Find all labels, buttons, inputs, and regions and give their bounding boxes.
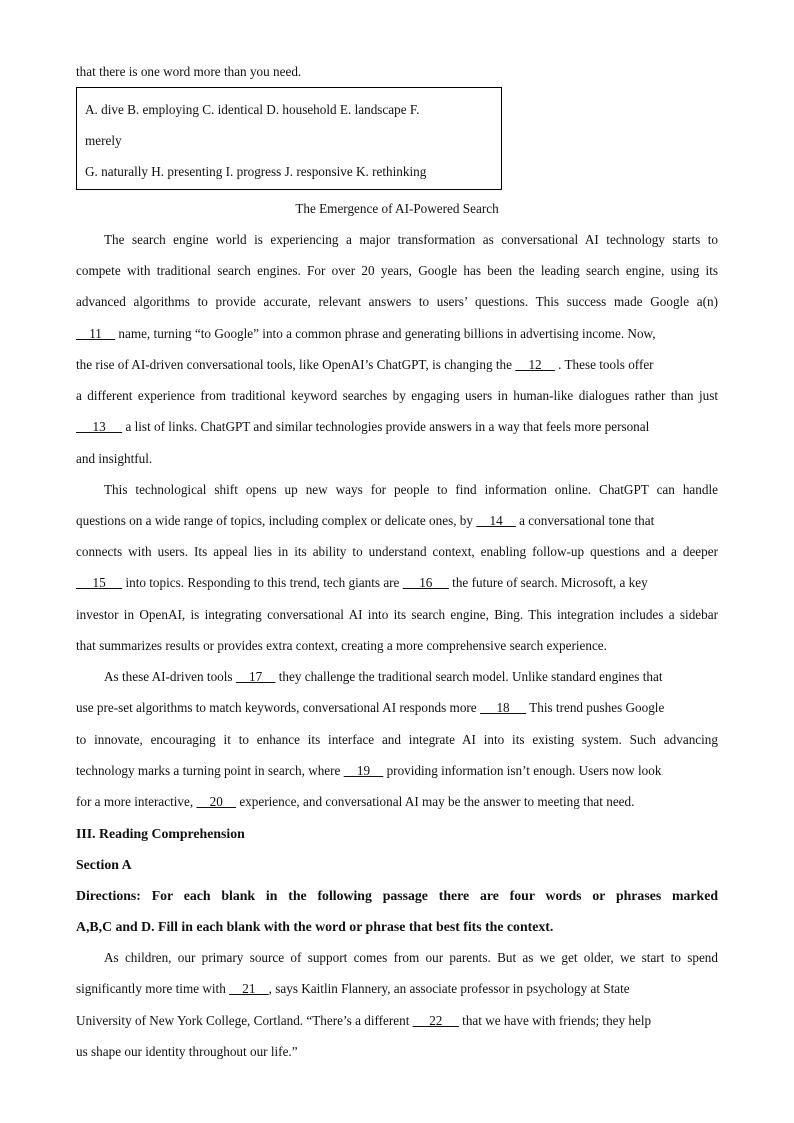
- p1-line-7-text: a list of links. ChatGPT and similar technologies provide answers in a way that feels more personal: [122, 419, 650, 434]
- p3-line-2-post: This trend pushes Google: [526, 700, 665, 715]
- p2-line-3: connects with users. Its appeal lies in its ability to understand context, enabling follow-up questions and a deeper: [76, 544, 718, 559]
- blank-11[interactable]: 11: [76, 326, 116, 341]
- p1-line-1: The search engine world is experiencing a major transformation as conversational AI technology starts to: [104, 232, 718, 247]
- p3-line-4: [76, 763, 718, 779]
- p4-line-3-pre: University of New York College, Cortland. “There’s a different: [76, 1013, 413, 1028]
- p4-line-2-pre: significantly more time with: [76, 981, 230, 996]
- p4-line-1: As children, our primary source of support comes from our parents. But as we get older, we start to spend: [104, 950, 718, 965]
- p3-line-2-pre: use pre-set algorithms to match keywords, conversational AI responds more: [76, 700, 480, 715]
- p1-line-6: a different experience from traditional keyword searches by engaging users in human-like dialogues rather than just: [76, 388, 718, 403]
- blank-16[interactable]: 16: [402, 575, 449, 590]
- word-bank-line-2: merely: [85, 133, 122, 148]
- p3-line-5-post: experience, and conversational AI may be the answer to meeting that need.: [236, 794, 635, 809]
- p2-line-2-pre: questions on a wide range of topics, including complex or delicate ones, by: [76, 513, 477, 528]
- p3-line-4-pre: technology marks a turning point in search, where: [76, 763, 344, 778]
- intro-line: that there is one word more than you need.: [76, 64, 302, 79]
- p1-line-4: [76, 326, 718, 342]
- blank-15[interactable]: 15: [76, 575, 123, 590]
- p2-line-2-post: a conversational tone that: [515, 513, 655, 528]
- p1-line-8: and insightful.: [76, 451, 153, 466]
- blank-22[interactable]: 22: [412, 1013, 459, 1028]
- p2-line-5: investor in OpenAI, is integrating conversational AI into its search engine, Bing. This integration includes a sidebar: [76, 607, 718, 622]
- blank-13[interactable]: 13: [76, 419, 123, 434]
- p2-line-6: that summarizes results or provides extra context, creating a more comprehensive search experience.: [76, 638, 607, 653]
- directions-line-2: A,B,C and D. Fill in each blank with the word or phrase that best fits the context.: [76, 919, 554, 934]
- blank-14[interactable]: 14: [476, 513, 516, 528]
- p3-line-3: to innovate, encouraging it to enhance its interface and integrate AI into its existing system. Such advancing: [76, 732, 718, 747]
- blank-12[interactable]: 12: [515, 357, 555, 372]
- p3-line-1-pre: As these AI-driven tools: [104, 669, 236, 684]
- blank-17[interactable]: 17: [235, 669, 276, 684]
- blank-20[interactable]: 20: [196, 794, 237, 809]
- p4-line-3-post: that we have with friends; they help: [458, 1013, 652, 1028]
- p1-line-3: advanced algorithms to provide accurate, relevant answers to users’ questions. This success made Google a(n): [76, 294, 718, 309]
- p2-line-2: [76, 513, 718, 529]
- p3-line-2: [76, 700, 718, 716]
- p4-line-3: [76, 1013, 718, 1029]
- p2-line-4-post: the future of search. Microsoft, a key: [448, 575, 648, 590]
- p4-line-2-post: , says Kaitlin Flannery, an associate professor in psychology at State: [268, 981, 630, 996]
- p3-line-4-post: providing information isn’t enough. Users now look: [383, 763, 662, 778]
- p4-line-2: [76, 981, 718, 997]
- p2-line-1: This technological shift opens up new ways for people to find information online. ChatGPT can handle: [104, 482, 718, 497]
- p3-line-1: [76, 669, 718, 685]
- p3-line-5-pre: for a more interactive,: [76, 794, 197, 809]
- blank-19[interactable]: 19: [343, 763, 384, 778]
- p1-line-5-pre: the rise of AI-driven conversational tools, like OpenAI’s ChatGPT, is changing the: [76, 357, 516, 372]
- p1-line-4-text: name, turning “to Google” into a common phrase and generating billions in advertising income. Now,: [115, 326, 656, 341]
- p1-line-2: compete with traditional search engines. For over 20 years, Google has been the leading search engine, using its: [76, 263, 718, 278]
- passage-title: The Emergence of AI-Powered Search: [295, 201, 499, 216]
- p1-line-5-post: . These tools offer: [554, 357, 654, 372]
- p3-line-1-post: they challenge the traditional search model. Unlike standard engines that: [275, 669, 663, 684]
- p4-line-4: us shape our identity throughout our life.”: [76, 1044, 298, 1059]
- blank-18[interactable]: 18: [479, 700, 527, 715]
- directions-line-1: Directions: For each blank in the following passage there are four words or phrases marked: [76, 888, 718, 903]
- p2-line-4-mid: into topics. Responding to this trend, tech giants are: [122, 575, 403, 590]
- section-subheading: Section A: [76, 857, 132, 872]
- word-bank-line-3: G. naturally H. presenting I. progress J. responsive K. rethinking: [85, 164, 427, 179]
- p1-line-5: [76, 357, 718, 373]
- p2-line-4: [76, 575, 718, 591]
- word-bank-line-1: A. dive B. employing C. identical D. household E. landscape F.: [85, 102, 420, 117]
- section-heading: III. Reading Comprehension: [76, 826, 245, 841]
- word-bank-box: [76, 87, 502, 190]
- p1-line-7: [76, 419, 718, 435]
- blank-21[interactable]: 21: [229, 981, 269, 996]
- p3-line-5: [76, 794, 718, 810]
